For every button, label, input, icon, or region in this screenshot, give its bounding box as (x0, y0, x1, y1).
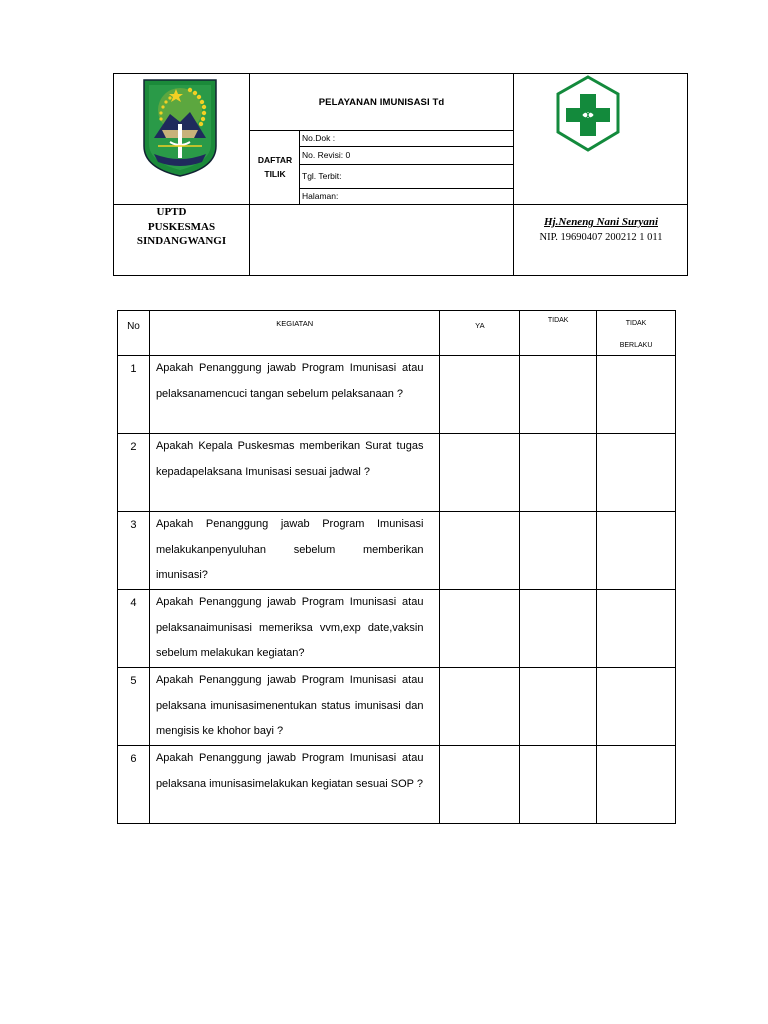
organization-name (114, 204, 249, 276)
row-number: 4 (118, 590, 150, 668)
answer-tidak-berlaku-cell[interactable] (597, 746, 676, 824)
answer-ya-cell[interactable] (440, 590, 520, 668)
table-row (118, 668, 676, 746)
table-row (118, 746, 676, 824)
row-number: 3 (118, 512, 150, 590)
halaman-field: Halaman: (302, 191, 339, 201)
row-question: Apakah Penanggung jawab Program Imunisasi atau pelaksanamencuci tangan sebelum pelaksanaan ? (149, 356, 440, 434)
regency-emblem-icon (140, 76, 220, 178)
answer-tidak-cell[interactable] (520, 434, 597, 512)
org-line-2: PUSKESMAS (147, 221, 216, 233)
answer-tidak-berlaku-cell[interactable] (597, 512, 676, 590)
answer-tidak-cell[interactable] (520, 668, 597, 746)
checklist-table (117, 310, 676, 824)
answer-tidak-cell[interactable] (520, 512, 597, 590)
no-revisi-field: No. Revisi: 0 (302, 150, 351, 160)
answer-tidak-cell[interactable] (520, 356, 597, 434)
row-question: Apakah Penanggung jawab Program Imunisasi melakukanpenyuluhan sebelum memberikan imunisasi? (149, 512, 440, 590)
answer-tidak-berlaku-cell[interactable] (597, 434, 676, 512)
table-row (118, 590, 676, 668)
row-question: Apakah Kepala Puskesmas memberikan Surat tugas kepadapelaksana Imunisasi sesuai jadwal ? (149, 434, 440, 512)
column-header-tidak-berlaku-line1: TIDAK (625, 320, 647, 327)
column-header-ya: YA (440, 311, 520, 356)
column-header-tidak: TIDAK (520, 311, 597, 356)
column-header-kegiatan: KEGIATAN (149, 311, 440, 356)
table-header-row (118, 311, 676, 356)
column-header-tidak-berlaku-line2: BERLAKU (619, 342, 653, 349)
no-dok-field: No.Dok : (302, 133, 336, 143)
signatory-nip: NIP. 19690407 200212 1 011 (539, 232, 663, 243)
answer-tidak-berlaku-cell[interactable] (597, 668, 676, 746)
signatory-name: Hj.Neneng Nani Suryani (544, 216, 658, 228)
row-number: 1 (118, 356, 150, 434)
table-row (118, 356, 676, 434)
row-number: 5 (118, 668, 150, 746)
column-header-tidak-berlaku (597, 311, 676, 356)
document-type-label (250, 130, 300, 204)
org-line-1: UPTD (156, 206, 187, 218)
answer-tidak-berlaku-cell[interactable] (597, 590, 676, 668)
answer-tidak-cell[interactable] (520, 590, 597, 668)
answer-tidak-berlaku-cell[interactable] (597, 356, 676, 434)
answer-ya-cell[interactable] (440, 668, 520, 746)
answer-ya-cell[interactable] (440, 434, 520, 512)
document-title: PELAYANAN IMUNISASI Td (318, 96, 445, 108)
row-question: Apakah Penanggung jawab Program Imunisasi atau pelaksanaimunisasi memeriksa vvm,exp date,vaksin sebelum melakukan kegiatan? (149, 590, 440, 668)
document-type-text: DAFTAR TILIK (257, 155, 293, 179)
row-question: Apakah Penanggung jawab Program Imunisasi atau pelaksana imunisasimenentukan status imunisasi dan mengisis ke khohor bayi ? (149, 668, 440, 746)
signatory (514, 204, 688, 276)
table-row (118, 512, 676, 590)
document-header (113, 73, 688, 276)
column-header-no: No (118, 311, 150, 356)
row-number: 6 (118, 746, 150, 824)
org-line-3: SINDANGWANGI (136, 235, 227, 247)
answer-ya-cell[interactable] (440, 512, 520, 590)
puskesmas-cross-logo-icon (552, 74, 624, 154)
row-question: Apakah Penanggung jawab Program Imunisasi atau pelaksana imunisasimelakukan kegiatan sesuai SOP ? (149, 746, 440, 824)
answer-tidak-cell[interactable] (520, 746, 597, 824)
table-row (118, 434, 676, 512)
tgl-terbit-field: Tgl. Terbit: (302, 171, 342, 181)
row-number: 2 (118, 434, 150, 512)
answer-ya-cell[interactable] (440, 746, 520, 824)
answer-ya-cell[interactable] (440, 356, 520, 434)
